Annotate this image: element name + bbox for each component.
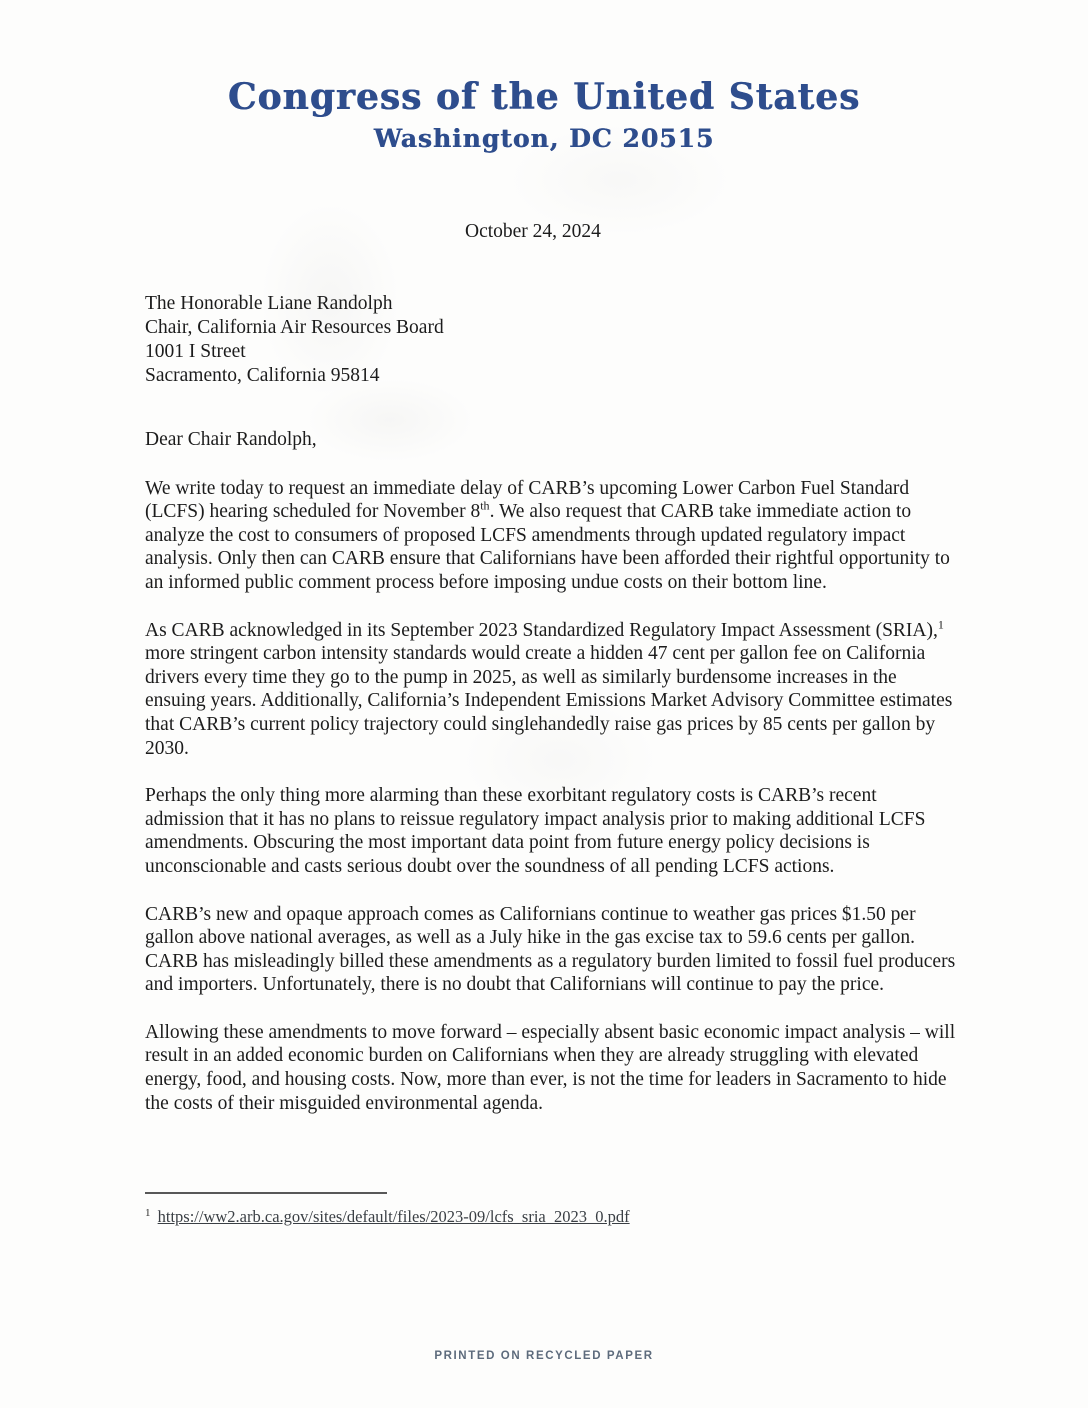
footnote-block [145,1192,630,1227]
recipient-address-line: 1001 I Street [145,341,246,362]
recipient-address-line: The Honorable Liane Randolph [145,293,393,314]
letter-body-wrap [145,428,957,1139]
letter-date: October 24, 2024 [465,221,601,242]
footnote [145,1207,630,1227]
footnote-link[interactable]: https://ww2.arb.ca.gov/sites/default/files/2023-09/lcfs_sria_2023_0.pdf [157,1207,630,1226]
body-paragraph: As CARB acknowledged in its September 2023 Standardized Regulatory Impact Assessment (SRIA),$^1$ more stringent carbon intensity standards would create a hidden 47 cent per gallon fee on California drivers every time they go to the pump in 2025, as well as similarly burdensome increases in the ensuing years. Additionally, California’s Independent Emissions Market Advisory Committee estimates that CARB’s current policy trajectory could singlehandedly raise gas prices by 85 cents per gallon by 2030. [145,617,953,759]
body-paragraph: Perhaps the only thing more alarming than these exorbitant regulatory costs is CARB’s recent admission that it has no plans to reissue regulatory impact analysis prior to making additional LCFS amendments. Obscuring the most important data point from future energy policy decisions is unconscionable and casts serious doubt over the soundness of all pending LCFS actions. [145,785,926,877]
letterhead [0,76,1088,153]
footnote-separator [145,1192,387,1194]
letter-body [145,477,957,1116]
letterhead-address: Washington, DC 20515 [373,124,715,153]
body-paragraph: We write today to request an immediate delay of CARB’s upcoming Lower Carbon Fuel Standard (LCFS) hearing scheduled for November 8th. We also request that CARB take immediate action to analyze the cost to consumers of proposed LCFS amendments through updated regulatory impact analysis. Only then can CARB ensure that Californians have been afforded their rightful opportunity to an informed public comment process before imposing undue costs on their bottom line. [145,477,950,593]
body-paragraph: CARB’s new and opaque approach comes as Californians continue to weather gas prices $1.50 per gallon above national averages, as well as a July hike in the gas excise tax to 59.6 cents per gallon. CARB has misleadingly billed these amendments as a regulatory burden limited to fossil fuel producers and importers. Unfortunately, there is no doubt that Californians will continue to pay the price. [145,903,956,996]
recipient-address-line: Sacramento, California 95814 [145,365,380,386]
recycled-paper-note: PRINTED ON RECYCLED PAPER [434,1350,654,1362]
letterhead-title: Congress of the United States [227,76,861,118]
body-paragraph: Allowing these amendments to move forward – especially absent basic economic impact analysis – will result in an added economic burden on Californians when they are already struggling with elevated energy, food, and housing costs. Now, more than ever, is not the time for leaders in Sacramento to hide the costs of their misguided environmental agenda. [145,1021,956,1114]
salutation: Dear Chair Randolph, [145,429,317,450]
footnote-marker: 1 [145,1206,151,1219]
recipient-address [145,292,444,388]
recipient-address-line: Chair, California Air Resources Board [145,317,444,338]
